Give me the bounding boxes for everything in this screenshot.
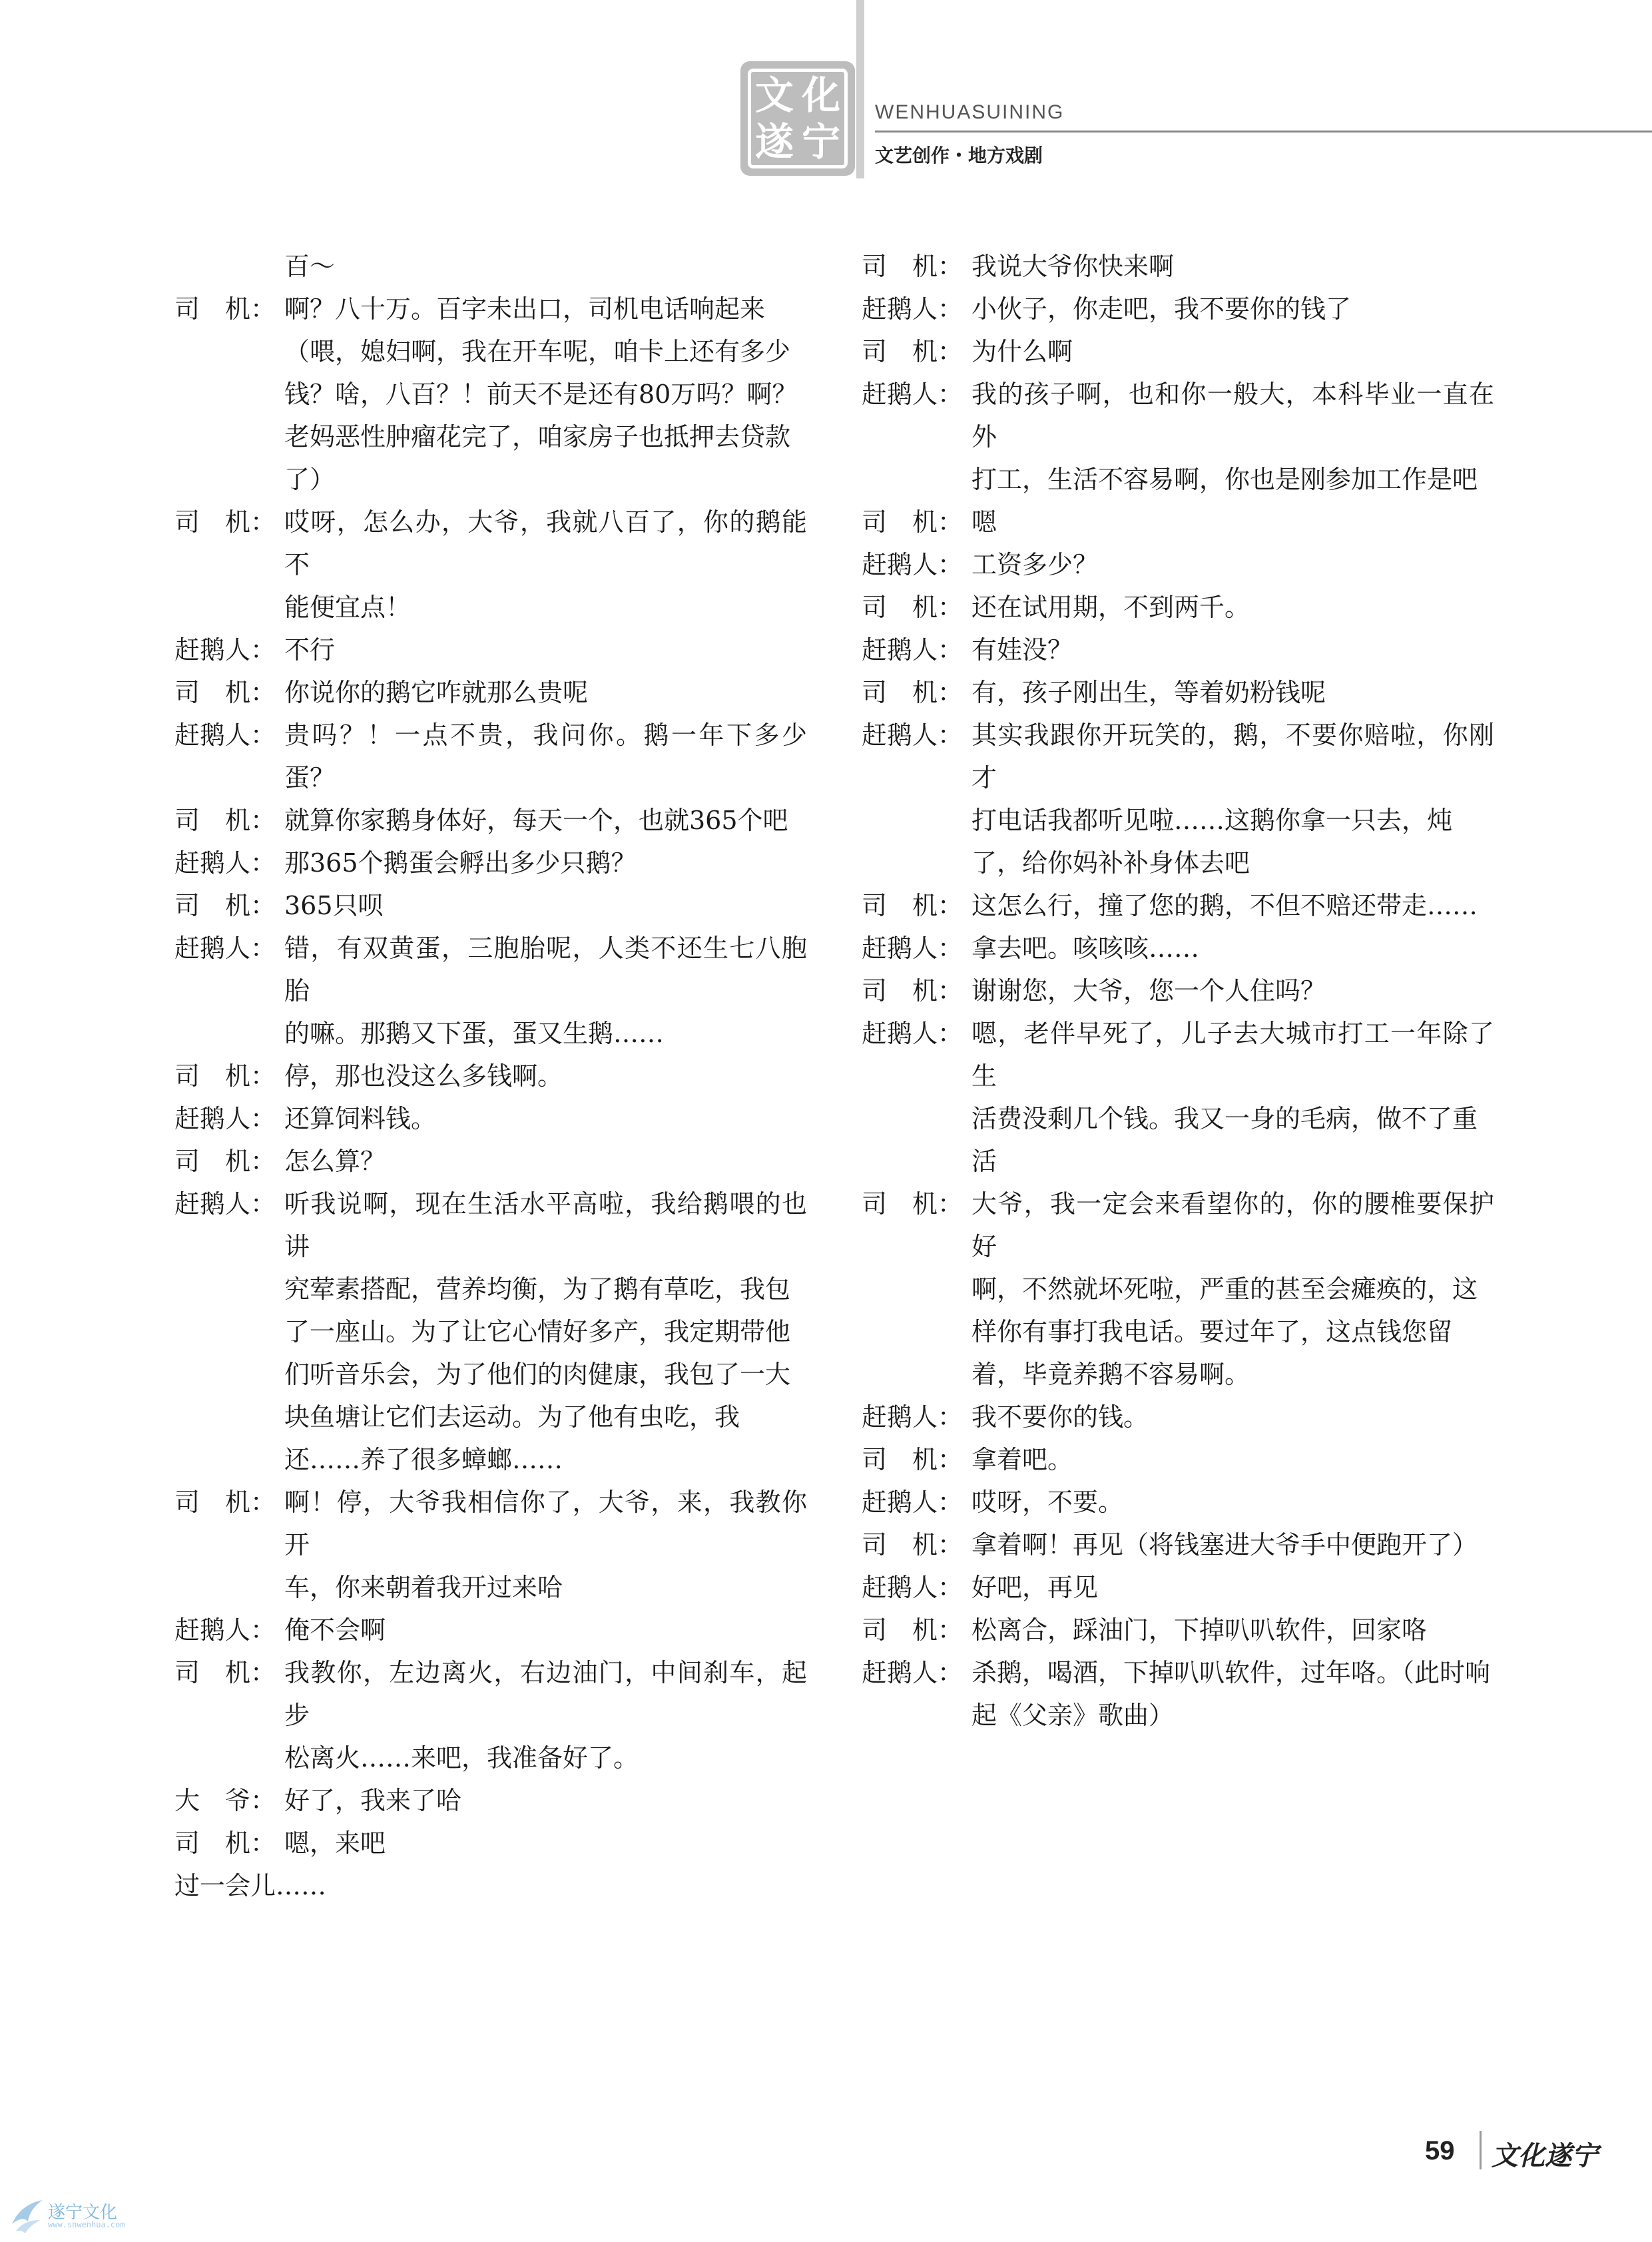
dialogue-text: 拿去吧。咳咳咳…… [971,934,1200,963]
dialogue-text: 我教你，左边离火，右边油门，中间刹车，起步 [284,1658,807,1730]
dialogue-line [174,501,807,586]
dialogue-text: 那365个鹅蛋会孵出多少只鹅？ [284,848,637,878]
dialogue-line [174,1651,807,1737]
dialogue-text: 不行 [284,635,336,665]
speaker-label: 赶鹅人： [862,1402,964,1432]
dialogue-text: 我的孩子啊，也和你一般大，本科毕业一直在外 [971,380,1494,451]
dialogue-line [174,927,807,1012]
dialogue-line [862,501,1494,543]
speaker-name: 赶鹅人 [862,294,938,324]
speaker-label: 司 机： [174,678,276,707]
dialogue-line [174,1055,807,1097]
dialogue-text: 为什么啊 [971,337,1073,366]
dialogue-text: 好吧，再见 [971,1573,1099,1602]
dialogue-line [174,1609,807,1651]
speaker-name: 赶鹅人 [174,720,251,750]
dialogue-line [862,1566,1494,1609]
speaker-name: 司 机 [174,1147,251,1176]
left-column [174,245,807,1907]
dialogue-continuation: 块鱼塘让它们去运动。为了他有虫吃，我 [284,1402,740,1432]
stage-direction: 过一会儿…… [174,1871,327,1900]
dialogue-line [862,373,1494,458]
speaker-name: 赶鹅人 [862,550,938,579]
dialogue-text: 我说大爷你快来啊 [971,252,1175,281]
dialogue-text: 哎呀，怎么办，大爷，我就八百了，你的鹅能不 [284,507,807,579]
dialogue-continuation: 还……养了很多蟑螂…… [284,1445,563,1474]
speaker-name: 司 机 [862,507,938,537]
speaker-name: 赶鹅人 [174,1615,251,1645]
dialogue-text: 拿着啊！再见（将钱塞进大爷手中便跑开了） [971,1530,1478,1559]
dialogue-line [174,629,807,671]
dialogue-line [174,1822,807,1864]
speaker-name: 赶鹅人 [862,635,938,665]
dialogue-continuation: （喂，媳妇啊，我在开车呢，咱卡上还有多少 [284,337,791,366]
speaker-label: 司 机： [862,252,964,281]
speaker-label: 司 机： [174,294,276,324]
dialogue-line [862,629,1494,671]
speaker-name: 司 机 [174,507,251,537]
footer-divider [1480,2131,1482,2169]
dialogue-text: 俺不会啊 [284,1615,386,1645]
dialogue-text: 有，孩子刚出生，等着奶粉钱呢 [971,678,1326,707]
speaker-name: 赶鹅人 [862,1402,938,1432]
speaker-name: 司 机 [174,1658,251,1687]
dialogue-text: 啊！停，大爷我相信你了，大爷，来，我教你开 [284,1488,807,1559]
speaker-name: 司 机 [174,294,251,324]
dialogue-text: 就算你家鹅身体好，每天一个，也就365个吧 [284,806,788,835]
dialogue-line [862,1524,1494,1566]
speaker-name: 司 机 [174,1828,251,1858]
dialogue-text: 好了，我来了哈 [284,1786,462,1815]
dialogue-continuation: 钱？啥，八百？！前天不是还有80万吗？啊？ [284,380,798,409]
dialogue-line [174,1779,807,1822]
dialogue-text: 小伙子，你走吧，我不要你的钱了 [971,294,1352,324]
speaker-name: 司 机 [862,1530,938,1559]
speaker-label: 司 机： [862,891,964,920]
dialogue-continuation: 活费没剩几个钱。我又一身的毛病，做不了重 [971,1104,1478,1133]
speaker-label: 赶鹅人： [174,1615,276,1645]
speaker-name: 司 机 [174,1488,251,1517]
dialogue-line [174,288,807,330]
speaker-name: 赶鹅人 [862,1573,938,1602]
speaker-name: 司 机 [174,806,251,835]
dialogue-line [862,1183,1494,1268]
dialogue-text: 杀鹅，喝酒，下掉叭叭软件，过年咯。（此时响 [971,1658,1491,1687]
dialogue-text: 365只呗 [284,891,384,920]
speaker-name: 赶鹅人 [174,1189,251,1219]
speaker-name: 司 机 [862,252,938,281]
speaker-label: 赶鹅人： [862,1658,964,1687]
speaker-label: 司 机： [174,507,276,537]
dialogue-line [862,1609,1494,1651]
dialogue-continuation: 究荤素搭配，营养均衡，为了鹅有草吃，我包 [284,1274,791,1304]
speaker-label: 赶鹅人： [862,720,964,750]
dialogue-text: 拿着吧。 [971,1445,1073,1474]
dialogue-text: 怎么算？ [284,1147,386,1176]
dialogue-continuation: 松离火……来吧，我准备好了。 [284,1743,639,1773]
speaker-label: 赶鹅人： [174,1104,276,1133]
speaker-label: 赶鹅人： [174,848,276,878]
speaker-label: 大 爷： [174,1786,276,1815]
dialogue-text: 我不要你的钱。 [971,1402,1149,1432]
dialogue-line [862,927,1494,970]
header-vertical-bar [856,0,864,178]
footer-magazine-title: 文化遂宁 [1492,2140,1598,2171]
dialogue-text: 嗯，来吧 [284,1828,386,1858]
dialogue-continuation: 百～ [284,252,336,281]
speaker-label: 赶鹅人： [862,635,964,665]
dialogue-line [174,671,807,714]
dialogue-text: 停，那也没这么多钱啊。 [284,1061,563,1091]
speaker-name: 司 机 [862,891,938,920]
speaker-label: 赶鹅人： [862,380,964,409]
dialogue-text: 错，有双黄蛋，三胞胎呢，人类不还生七八胞胎 [284,934,807,1005]
seal-char: 遂 [754,119,794,164]
dialogue-line [862,1651,1494,1694]
seal-char: 宁 [801,119,840,164]
speaker-name: 司 机 [862,1189,938,1219]
dialogue-text: 哎呀，不要。 [971,1488,1124,1517]
brand-english-name: WENHUASUINING [875,101,1065,123]
dialogue-text: 这怎么行，撞了您的鹅，不但不赔还带走…… [971,891,1478,920]
dialogue-line [862,543,1494,586]
dialogue-text: 嗯 [971,507,997,537]
dialogue-continuation: 老妈恶性肿瘤花完了，咱家房子也抵押去贷款 [284,422,791,451]
dialogue-line [174,714,807,799]
speaker-name: 司 机 [862,337,938,366]
speaker-label: 赶鹅人： [174,720,276,750]
speaker-label: 司 机： [174,1061,276,1091]
dialogue-continuation: 了，给你妈补补身体去吧 [971,848,1250,878]
speaker-name: 司 机 [862,593,938,622]
speaker-name: 赶鹅人 [174,934,251,963]
speaker-label: 司 机： [174,1828,276,1858]
dialogue-text: 其实我跟你开玩笑的，鹅，不要你赔啦，你刚才 [971,720,1494,792]
speaker-label: 司 机： [862,337,964,366]
speaker-label: 司 机： [862,1530,964,1559]
dialogue-line [174,884,807,927]
seal-char: 化 [801,73,840,118]
dialogue-line [174,842,807,884]
speaker-name: 赶鹅人 [174,848,251,878]
speaker-label: 司 机： [174,1147,276,1176]
speaker-label: 赶鹅人： [862,1573,964,1602]
dialogue-line [862,970,1494,1012]
dialogue-text: 你说你的鹅它咋就那么贵呢 [284,678,589,707]
speaker-label: 赶鹅人： [862,550,964,579]
speaker-label: 司 机： [862,593,964,622]
speaker-label: 司 机： [862,1189,964,1219]
speaker-label: 司 机： [862,678,964,707]
seal-char: 文 [754,73,794,118]
dialogue-line [862,245,1494,288]
dialogue-line [862,884,1494,927]
dialogue-continuation: 起《父亲》歌曲） [971,1701,1175,1730]
speaker-name: 赶鹅人 [862,380,938,409]
dialogue-line [862,330,1494,373]
dialogue-continuation: 了一座山。为了让它心情好多产，我定期带他 [284,1317,791,1346]
speaker-name: 赶鹅人 [862,1658,938,1687]
watermark-url: www.snwenhua.com [48,2220,125,2229]
dialogue-line [174,799,807,842]
right-column [862,245,1494,1737]
dialogue-line [862,714,1494,799]
watermark-logo [9,2197,149,2237]
speaker-label: 司 机： [862,507,964,537]
dialogue-line [174,1481,807,1566]
dialogue-continuation: 打工，生活不容易啊，你也是刚参加工作是吧 [971,465,1478,494]
dialogue-line [862,1481,1494,1524]
dialogue-text: 谢谢您，大爷，您一个人住吗？ [971,976,1326,1005]
page-number: 59 [1425,2136,1455,2165]
dialogue-text: 还在试用期，不到两千。 [971,593,1250,622]
speaker-label: 司 机： [174,891,276,920]
dialogue-text: 大爷，我一定会来看望你的，你的腰椎要保护好 [971,1189,1494,1261]
dialogue-text: 听我说啊，现在生活水平高啦，我给鹅喂的也讲 [284,1189,807,1261]
dialogue-text: 嗯，老伴早死了，儿子去大城市打工一年除了生 [971,1019,1494,1091]
dialogue-text: 啊？八十万。百字未出口，司机电话响起来 [284,294,766,324]
speaker-name: 赶鹅人 [862,1019,938,1048]
speaker-name: 司 机 [174,1061,251,1091]
speaker-label: 司 机： [174,1658,276,1687]
dialogue-line [862,1012,1494,1097]
dialogue-continuation: 样你有事打我电话。要过年了，这点钱您留 [971,1317,1453,1346]
speaker-name: 赶鹅人 [862,1488,938,1517]
dialogue-text: 松离合，踩油门，下掉叭叭软件，回家咯 [971,1615,1428,1645]
speaker-label: 赶鹅人： [862,1488,964,1517]
speaker-name: 赶鹅人 [174,1104,251,1133]
brand-seal-logo [740,61,855,176]
seal-frame [748,69,848,168]
speaker-name: 赶鹅人 [862,934,938,963]
dialogue-line [862,1396,1494,1438]
speaker-label: 赶鹅人： [174,934,276,963]
speaker-label: 赶鹅人： [862,934,964,963]
dialogue-line [862,586,1494,629]
speaker-name: 司 机 [174,891,251,920]
speaker-label: 赶鹅人： [174,635,276,665]
wing-icon [9,2197,45,2235]
speaker-label: 赶鹅人： [862,294,964,324]
dialogue-line [174,1097,807,1140]
speaker-name: 赶鹅人 [862,720,938,750]
speaker-label: 司 机： [862,1445,964,1474]
dialogue-line [174,1140,807,1183]
speaker-label: 赶鹅人： [862,1019,964,1048]
speaker-label: 司 机： [862,1615,964,1645]
speaker-name: 司 机 [862,1445,938,1474]
dialogue-continuation: 着，毕竟养鹅不容易啊。 [971,1360,1250,1389]
speaker-label: 司 机： [174,1488,276,1517]
dialogue-line [862,671,1494,714]
dialogue-continuation: 啊，不然就坏死啦，严重的甚至会瘫痪的，这 [971,1274,1478,1304]
speaker-name: 赶鹅人 [174,635,251,665]
dialogue-text: 有娃没？ [971,635,1073,665]
dialogue-continuation: 们听音乐会，为了他们的肉健康，我包了一大 [284,1360,791,1389]
watermark-text: 遂宁文化 [48,2203,118,2223]
dialogue-text: 工资多少？ [971,550,1099,579]
dialogue-text: 还算饲料钱。 [284,1104,437,1133]
speaker-label: 司 机： [862,976,964,1005]
dialogue-continuation: 的嘛。那鹅又下蛋，蛋又生鹅…… [284,1019,665,1048]
dialogue-line [174,1183,807,1268]
dialogue-continuation: 打电话我都听见啦……这鹅你拿一只去，炖 [971,806,1453,835]
dialogue-continuation: 活 [971,1147,997,1176]
speaker-name: 大 爷 [174,1786,251,1815]
dialogue-line [862,1438,1494,1481]
speaker-name: 司 机 [862,976,938,1005]
header-rule [875,131,1652,133]
dialogue-continuation: 能便宜点！ [284,593,412,622]
speaker-name: 司 机 [862,1615,938,1645]
speaker-name: 司 机 [174,678,251,707]
section-title: 文艺创作・地方戏剧 [875,144,1043,166]
dialogue-continuation: 车，你来朝着我开过来哈 [284,1573,563,1602]
dialogue-continuation: 了） [284,465,336,494]
speaker-name: 司 机 [862,678,938,707]
speaker-label: 司 机： [174,806,276,835]
dialogue-line [862,288,1494,330]
speaker-label: 赶鹅人： [174,1189,276,1219]
dialogue-text: 贵吗？！一点不贵，我问你。鹅一年下多少蛋？ [284,720,807,792]
